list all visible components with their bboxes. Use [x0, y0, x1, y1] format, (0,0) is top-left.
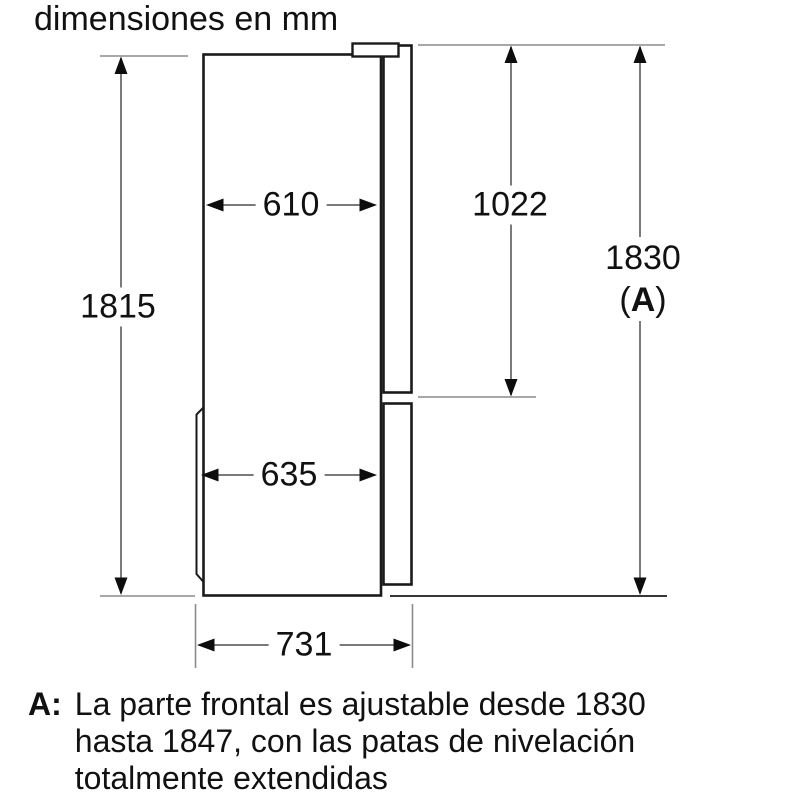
arrow-left-731 [197, 639, 215, 652]
arrow-up-1022 [505, 46, 518, 64]
dim-label-731: 731 [269, 626, 340, 665]
footnote-text [75, 686, 778, 797]
dim-label-1022: 1022 [465, 186, 555, 225]
footnote-line-3: totalmente extendidas [74, 760, 388, 796]
dim-label-610: 610 [256, 186, 327, 225]
arrow-up-1815 [115, 57, 128, 75]
arrow-down-1022 [505, 379, 518, 397]
dim-label-635: 635 [254, 456, 325, 495]
arrow-right-731 [394, 639, 412, 652]
ref-letter-a: A [630, 281, 656, 319]
top-hinge-outline [353, 44, 399, 57]
footnote-prefix: A: [28, 686, 62, 722]
footnote-line-1: La parte frontal es ajustable desde 1830 [74, 686, 646, 722]
footnote-line-2: hasta 1847, con las patas de nivelación [74, 723, 636, 759]
dim-label-ref-a [619, 279, 666, 321]
arrow-up-1830 [634, 46, 647, 64]
lower-door-outline [384, 404, 412, 585]
upper-door-outline [384, 46, 412, 393]
footnote [28, 686, 778, 797]
dim-label-1815: 1815 [73, 288, 163, 327]
page-title: dimensiones en mm [34, 0, 339, 38]
paren-open: ( [619, 281, 631, 319]
arrow-down-1815 [115, 578, 128, 596]
dim-label-1830-group [598, 237, 688, 321]
paren-close: ) [655, 281, 667, 319]
cabinet-body-outline [204, 55, 382, 596]
dim-label-1830: 1830 [605, 239, 681, 277]
arrow-down-1830 [634, 578, 647, 596]
fridge-outline [197, 44, 668, 597]
